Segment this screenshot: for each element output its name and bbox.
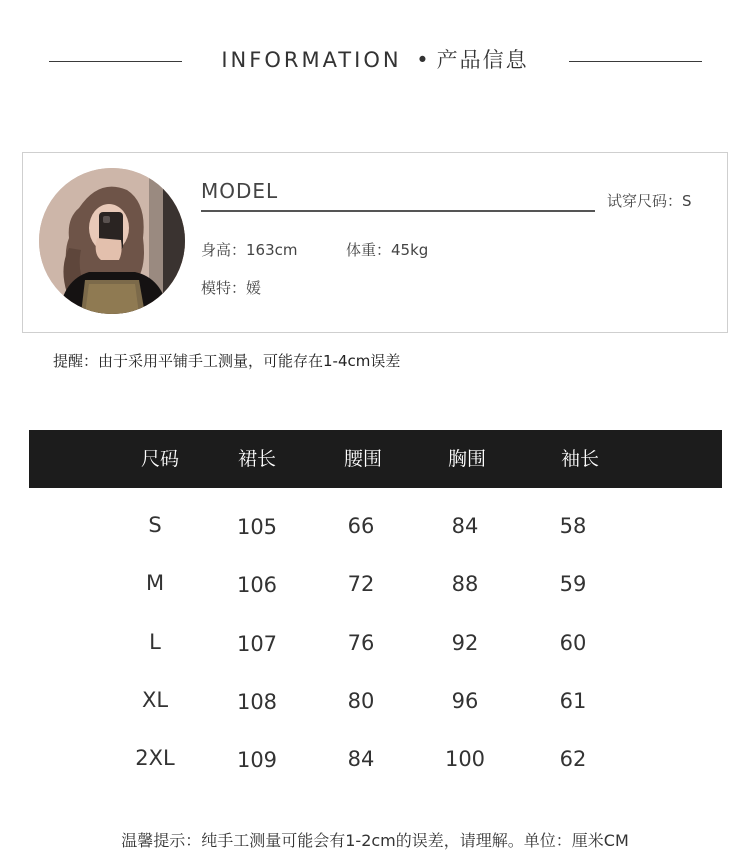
weight-label: 体重：: [346, 241, 392, 259]
page-title: [0, 44, 750, 74]
cell-size: S: [148, 513, 162, 537]
header-waist: 腰围: [343, 448, 382, 470]
cell-waist: 76: [347, 631, 375, 655]
cell-length: 109: [236, 748, 278, 772]
model-card: [22, 152, 728, 333]
measurement-notice: 提醒：由于采用平铺手工测量，可能存在1-4cm误差: [53, 352, 401, 370]
model-title-underline: [201, 210, 595, 212]
cell-length: 105: [236, 515, 278, 539]
size-worn-value: S: [682, 192, 692, 210]
cell-length: 108: [236, 690, 278, 714]
size-worn: [607, 190, 692, 211]
page-title-en: INFORMATION: [221, 48, 402, 72]
page-title-cn: 产品信息: [436, 48, 529, 72]
model-name-value: 媛: [246, 279, 262, 297]
model-name-label: 模特：: [201, 279, 247, 297]
cell-bust: 92: [451, 631, 479, 655]
header-length: 裙长: [237, 448, 276, 470]
header-size: 尺码: [140, 448, 179, 470]
cell-waist: 80: [347, 689, 375, 713]
cell-size: M: [145, 571, 165, 595]
size-worn-label: 试穿尺码：: [607, 192, 683, 210]
cell-sleeve: 62: [559, 747, 587, 771]
model-height: [201, 239, 298, 260]
model-section-title: MODEL: [201, 179, 279, 203]
cell-size: XL: [141, 688, 169, 712]
height-label: 身高：: [201, 241, 247, 259]
footer-note: 温馨提示：纯手工测量可能会有1-2cm的误差，请理解。单位：厘米CM: [121, 831, 629, 850]
title-separator: •: [416, 48, 431, 72]
model-weight: [346, 239, 428, 260]
cell-bust: 88: [451, 572, 479, 596]
cell-sleeve: 58: [559, 514, 587, 538]
header-sleeve: 袖长: [560, 448, 599, 470]
cell-length: 107: [236, 632, 278, 656]
cell-sleeve: 61: [559, 689, 587, 713]
cell-size: L: [149, 630, 161, 654]
cell-size: 2XL: [135, 746, 175, 770]
weight-value: 45kg: [391, 241, 429, 259]
model-name: [201, 277, 261, 298]
cell-bust: 100: [444, 747, 486, 771]
cell-bust: 96: [451, 689, 479, 713]
cell-sleeve: 60: [559, 631, 587, 655]
cell-length: 106: [236, 573, 278, 597]
height-value: 163cm: [246, 241, 298, 259]
cell-bust: 84: [451, 514, 479, 538]
model-photo-illustration: [39, 168, 185, 314]
model-photo: [39, 168, 185, 314]
size-table-header: [29, 430, 722, 488]
cell-waist: 72: [347, 572, 375, 596]
cell-sleeve: 59: [559, 572, 587, 596]
header-bust: 胸围: [447, 448, 486, 470]
cell-waist: 66: [347, 514, 375, 538]
cell-waist: 84: [347, 747, 375, 771]
